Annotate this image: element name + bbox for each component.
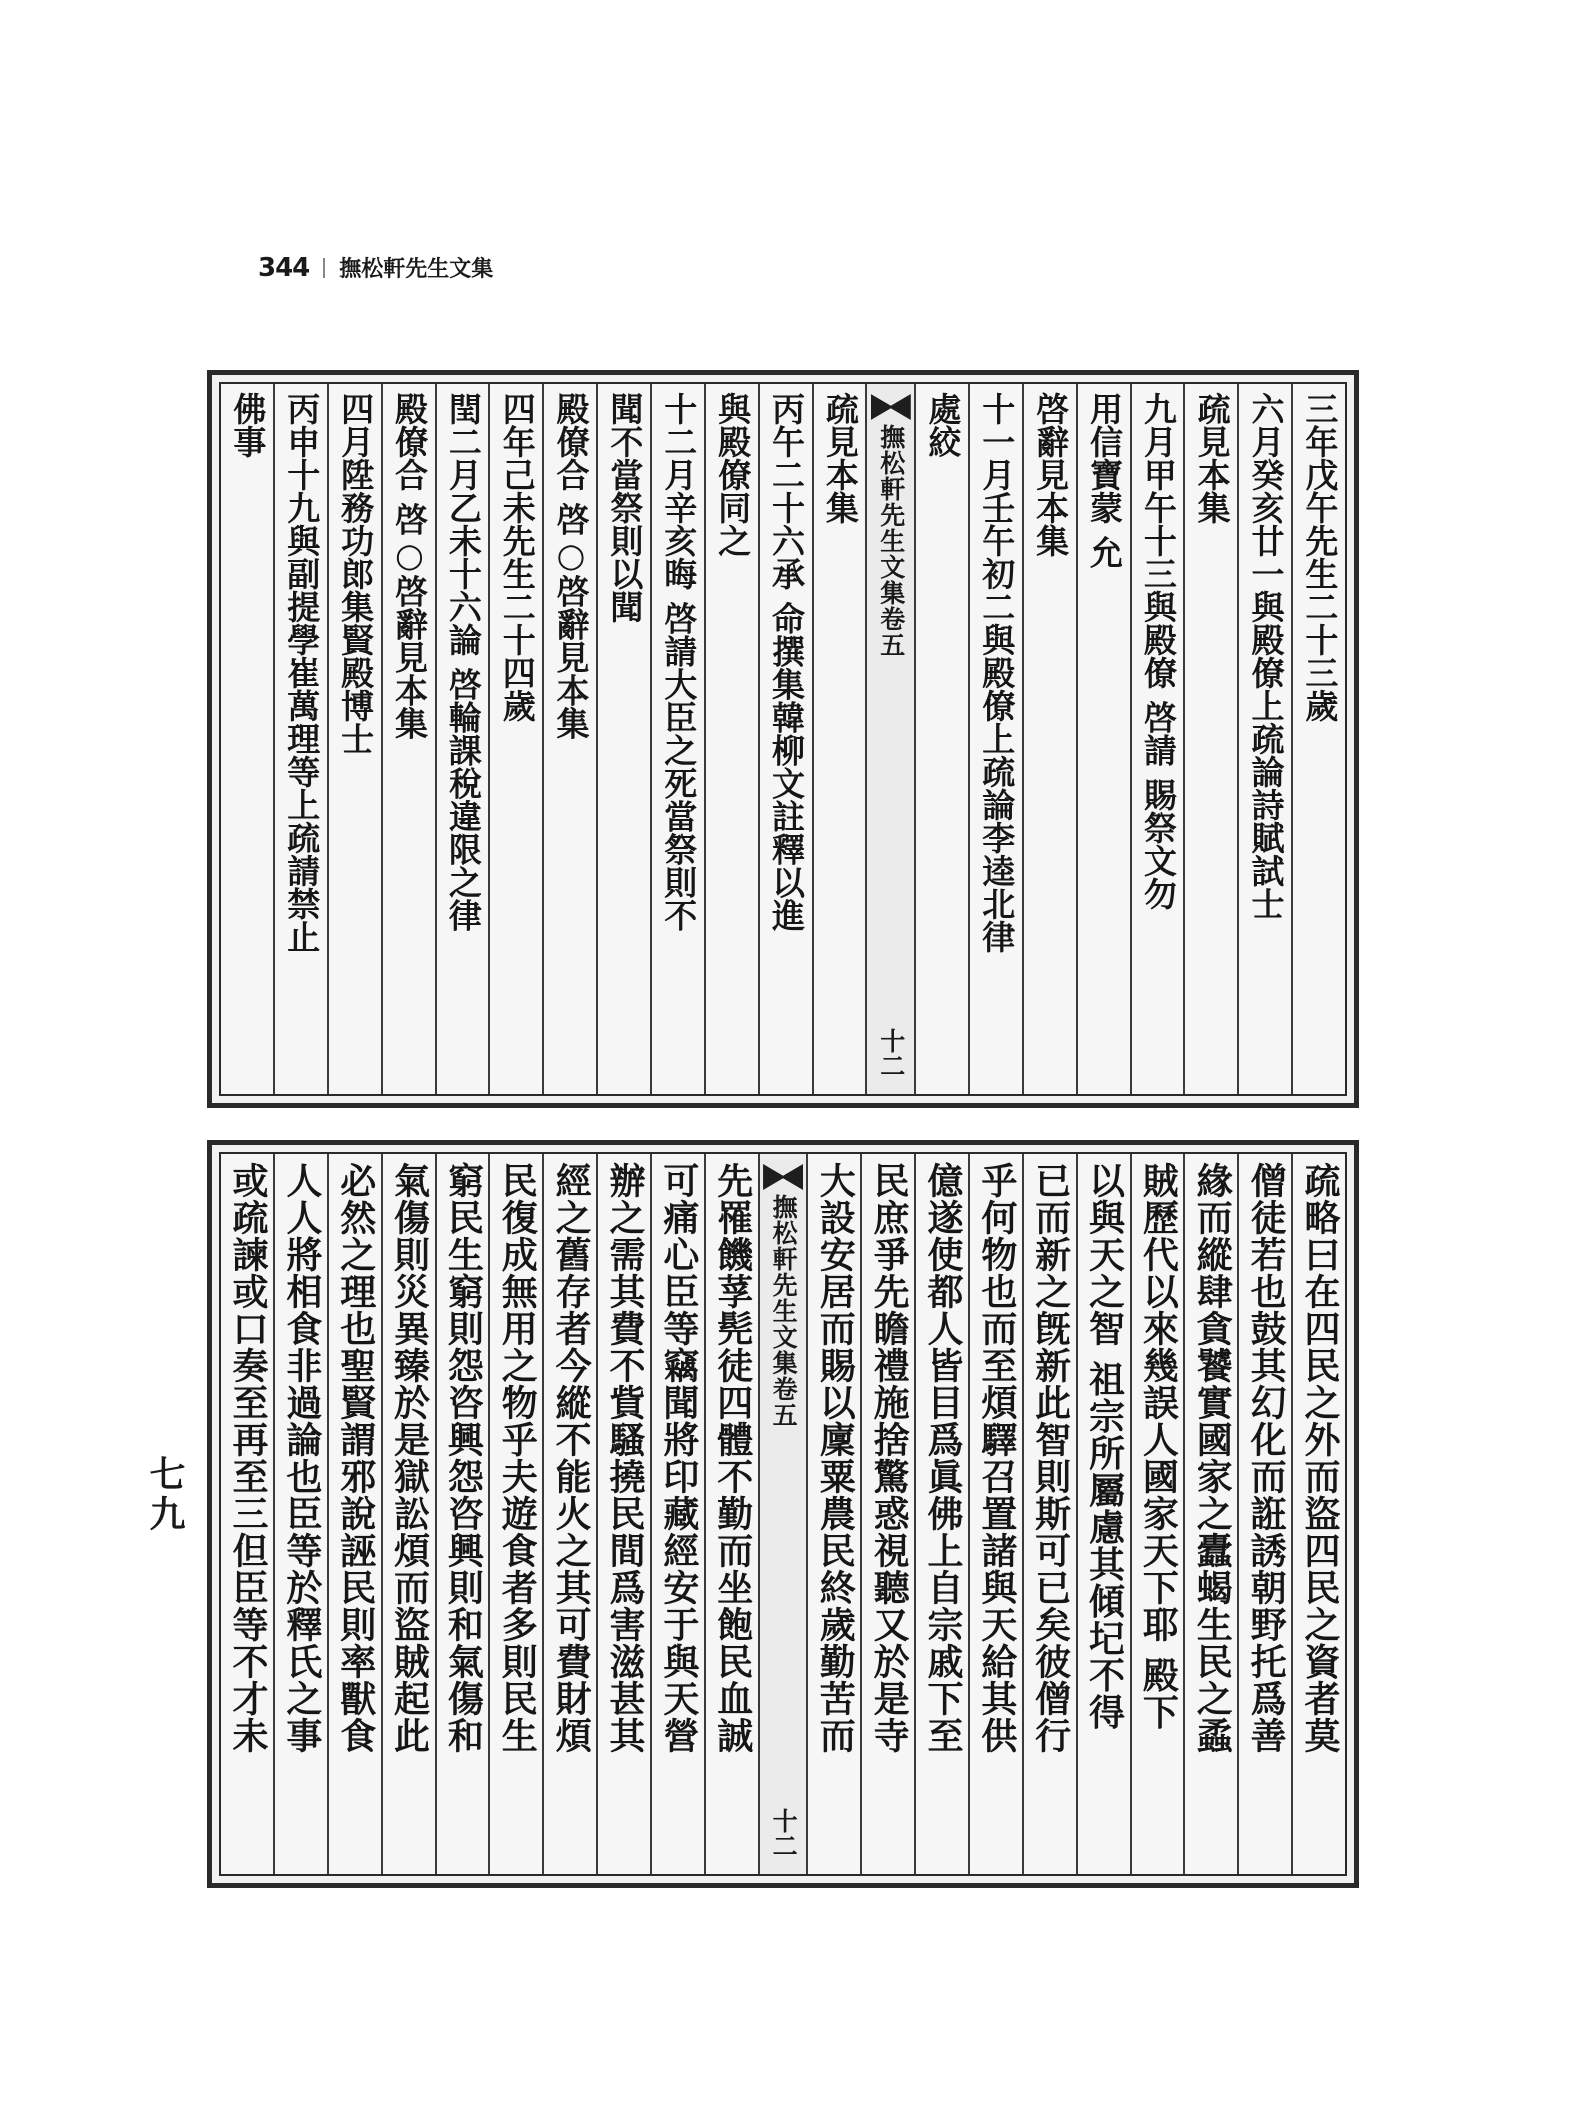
column-text: 氣傷則災異臻於是獄訟煩而盜賊起此 (388, 1162, 431, 1754)
column-text: 六月癸亥廿一與殿僚上疏論詩賦試士 (1246, 392, 1286, 920)
column-text: 殿僚合 啓○啓辭見本集 (389, 392, 429, 740)
text-column (596, 384, 650, 1094)
text-column (1076, 1154, 1130, 1874)
text-column (806, 1154, 860, 1874)
column-text: 已而新之旣新此智則斯可已矣彼僧行 (1029, 1162, 1072, 1754)
column-text: 以與天之智 祖宗所屬慮其傾圮不得 (1083, 1162, 1126, 1731)
text-column (650, 384, 704, 1094)
text-column (968, 384, 1022, 1094)
text-column (488, 384, 542, 1094)
column-text: 啓辭見本集 (1031, 392, 1071, 557)
header-divider (323, 258, 325, 278)
column-text: 殿僚合 啓○啓辭見本集 (551, 392, 591, 740)
text-column (860, 1154, 914, 1874)
column-text: 四年己未先生二十四歲 (497, 392, 537, 722)
scan-block-lower (207, 1140, 1359, 1888)
column-text: 緣而縱肆貪饕實國家之蠹蝎生民之蟊 (1191, 1162, 1234, 1754)
book-title: 撫松軒先生文集 (339, 257, 494, 282)
column-text: 僧徒若也鼓其幻化而誑誘朝野托爲善 (1245, 1162, 1288, 1754)
text-column (1237, 1154, 1291, 1874)
column-text: 丙午二十六承 命撰集韓柳文註釋以進 (766, 392, 806, 932)
text-column (273, 384, 327, 1094)
column-text: 或疏諫或口奏至再至三但臣等不才未 (226, 1162, 269, 1754)
column-text: 可痛心臣等竊聞將印藏經安于與天營 (657, 1162, 700, 1754)
text-column (758, 384, 812, 1094)
column-text: 窮民生窮則怨咨興怨咨興則和氣傷和 (442, 1162, 485, 1754)
column-text: 民庶爭先瞻禮施捨驚惑視聽又於是寺 (868, 1162, 911, 1754)
text-column (1291, 1154, 1345, 1874)
center-fold-column (758, 1154, 807, 1874)
column-text: 佛事 (228, 392, 268, 458)
text-column (273, 1154, 327, 1874)
text-column (435, 1154, 489, 1874)
column-text: 十一月壬午初二與殿僚上疏論李逵北律 (977, 392, 1017, 953)
running-head (258, 252, 493, 283)
column-text: 丙申十九與副提學崔萬理等上疏請禁止 (282, 392, 322, 953)
column-text: 先罹饑莩髡徒四體不勤而坐飽民血誠 (711, 1162, 754, 1754)
column-text: 賊歷代以來幾誤人國家天下耶 殿下 (1137, 1162, 1180, 1731)
text-column (488, 1154, 542, 1874)
fishtail-mark-icon (763, 1164, 803, 1190)
text-column (1022, 384, 1076, 1094)
text-column (1237, 384, 1291, 1094)
column-text: 辦之需其費不貲騷撓民間爲害滋甚其 (603, 1162, 646, 1754)
column-text: 處絞 (923, 392, 963, 458)
text-frame-lower (219, 1152, 1347, 1876)
column-text: 三年戊午先生二十三歲 (1300, 392, 1340, 722)
column-text: 與殿僚同之 (713, 392, 753, 557)
text-column (704, 384, 758, 1094)
text-column (221, 384, 273, 1094)
text-column (704, 1154, 758, 1874)
column-text: 大設安居而賜以廩粟農民終歲勤苦而 (814, 1162, 857, 1754)
column-text: 民復成無用之物乎夫遊食者多則民生 (496, 1162, 539, 1754)
original-folio-label: 七九 (144, 1455, 186, 1535)
text-column (968, 1154, 1022, 1874)
text-column (596, 1154, 650, 1874)
text-column (542, 384, 596, 1094)
text-column (381, 384, 435, 1094)
column-text: 十二月辛亥晦 啓請大臣之死當祭則不 (659, 392, 699, 932)
center-title: 撫松軒先生文集卷五 (769, 1194, 799, 1428)
text-column (1183, 384, 1237, 1094)
text-column (1291, 384, 1345, 1094)
text-column (812, 384, 866, 1094)
text-column (1130, 384, 1184, 1094)
column-text: 疏見本集 (820, 392, 860, 524)
text-column (542, 1154, 596, 1874)
column-text: 聞不當祭則以聞 (605, 392, 645, 623)
text-column (914, 384, 968, 1094)
column-text: 四月陞務功郎集賢殿博士 (336, 392, 376, 755)
scan-block-upper (207, 370, 1359, 1108)
text-column (1022, 1154, 1076, 1874)
text-column (1076, 384, 1130, 1094)
column-text: 億遂使都人皆目爲眞佛上自宗戚下至 (921, 1162, 964, 1754)
text-column (327, 384, 381, 1094)
text-column (1130, 1154, 1184, 1874)
column-text: 九月甲午十三與殿僚 啓請 賜祭文勿 (1138, 392, 1178, 910)
column-text: 經之舊存者今縱不能火之其可費財煩 (550, 1162, 593, 1754)
text-column (327, 1154, 381, 1874)
page-number: 344 (258, 252, 310, 283)
center-title: 撫松軒先生文集卷五 (876, 424, 906, 658)
column-text: 疏見本集 (1192, 392, 1232, 524)
text-column (1183, 1154, 1237, 1874)
center-folio-number: 十二 (769, 1808, 799, 1858)
text-column (650, 1154, 704, 1874)
text-column (435, 384, 489, 1094)
fishtail-mark-icon (871, 394, 911, 420)
column-text: 乎何物也而至煩驛召置諸與天給其供 (975, 1162, 1018, 1754)
column-text: 閏二月乙未十六論 啓輪課稅違限之律 (443, 392, 483, 932)
column-text: 必然之理也聖賢謂邪說誣民則率獸食 (334, 1162, 377, 1754)
center-fold-column (865, 384, 914, 1094)
text-column (914, 1154, 968, 1874)
text-column (221, 1154, 273, 1874)
text-column (381, 1154, 435, 1874)
center-folio-number: 十二 (876, 1028, 906, 1078)
column-text: 疏略曰在四民之外而盜四民之資者莫 (1298, 1162, 1341, 1754)
text-frame-upper (219, 382, 1347, 1096)
column-text: 人人將相食非過論也臣等於釋氏之事 (280, 1162, 323, 1754)
column-text: 用信寶蒙 允 (1084, 392, 1124, 569)
